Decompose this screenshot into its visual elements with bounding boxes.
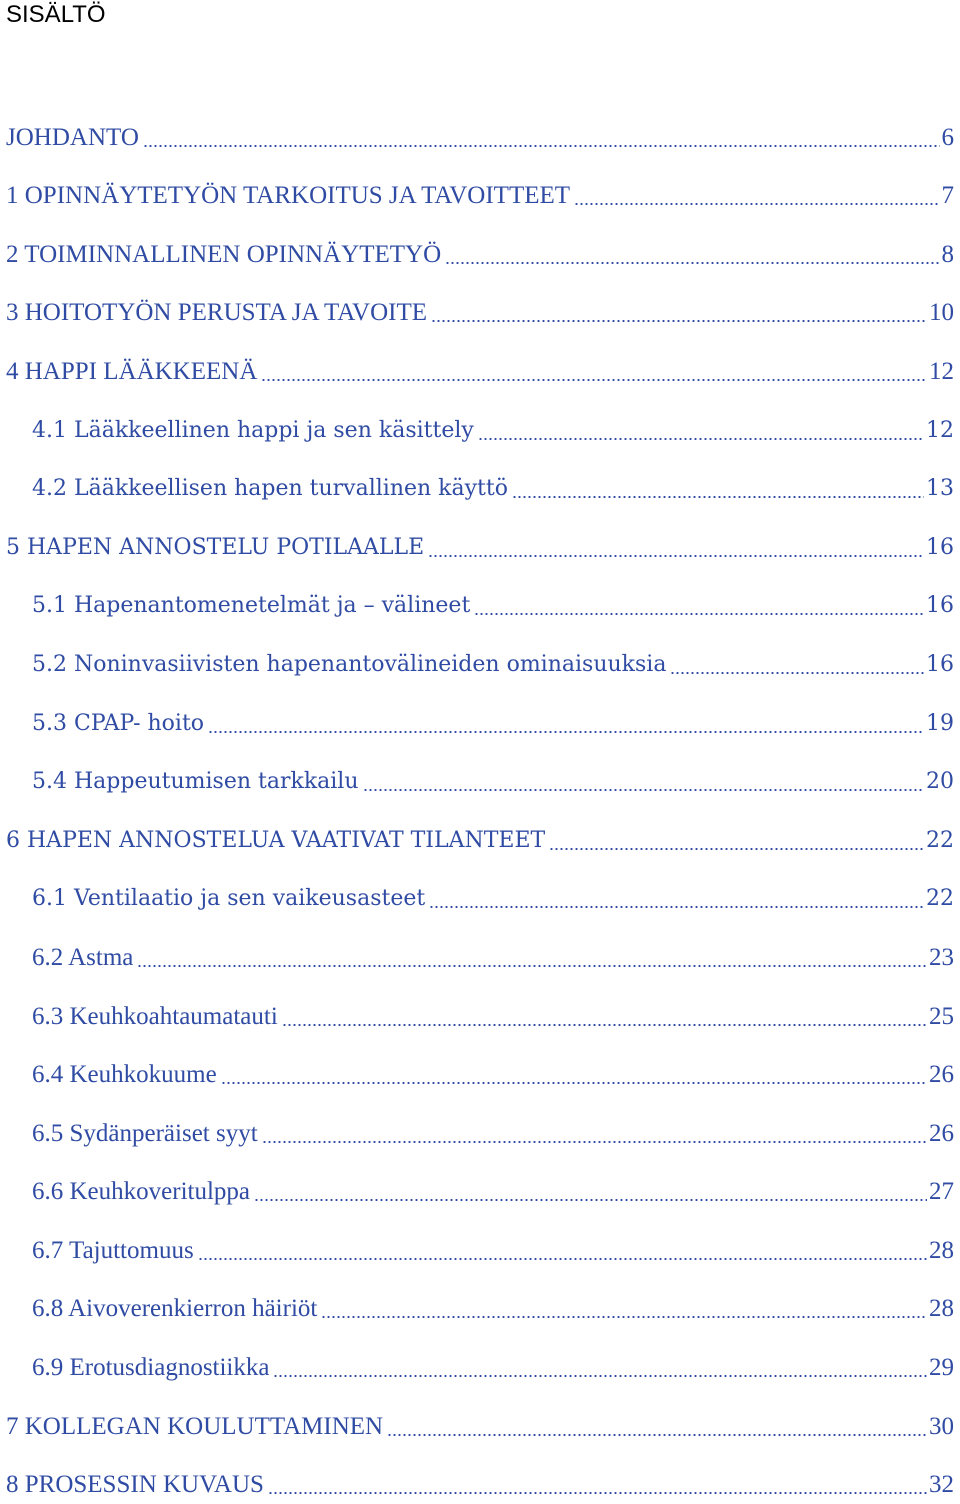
toc-entry-page-number[interactable]: 16 xyxy=(926,533,960,563)
dot-leader xyxy=(268,1492,927,1494)
toc-entry-label[interactable]: 1 OPINNÄYTETYÖN TARKOITUS JA TAVOITTEET xyxy=(6,181,570,211)
dot-leader xyxy=(429,906,924,908)
toc-entry[interactable] xyxy=(0,860,960,919)
toc-entry-page-number[interactable]: 13 xyxy=(926,474,960,504)
toc-entry-page-number[interactable]: 8 xyxy=(942,240,960,270)
toc-entry-label[interactable]: 6.4 Keuhkokuume xyxy=(32,1060,217,1090)
toc-entry-page-number[interactable]: 32 xyxy=(929,1470,960,1500)
toc-entry[interactable] xyxy=(0,332,960,391)
toc-entry[interactable] xyxy=(0,567,960,626)
toc-entry-label[interactable]: 6.1 Ventilaatio ja sen vaikeusasteet xyxy=(32,884,425,914)
toc-entry-label[interactable]: 6.6 Keuhkoveritulppa xyxy=(32,1177,250,1207)
toc-entry[interactable] xyxy=(0,98,960,157)
toc-entry[interactable] xyxy=(0,391,960,450)
dot-leader xyxy=(431,320,927,322)
dot-leader xyxy=(254,1199,927,1201)
toc-entry[interactable] xyxy=(0,1446,960,1504)
toc-entry[interactable] xyxy=(0,215,960,274)
toc-entry-page-number[interactable]: 26 xyxy=(929,1060,960,1090)
toc-entry-label[interactable]: 5.2 Noninvasiivisten hapenantovälineiden ominaisuuksia xyxy=(32,650,666,680)
toc-entry-label[interactable]: 4.1 Lääkkeellinen happi ja sen käsittely xyxy=(32,416,474,446)
toc-entry-page-number[interactable]: 6 xyxy=(942,123,960,153)
toc-entry-label[interactable]: 4 HAPPI LÄÄKKEENÄ xyxy=(6,357,257,387)
toc-entry-label[interactable]: 5 HAPEN ANNOSTELU POTILAALLE xyxy=(6,533,424,563)
dot-leader xyxy=(198,1258,927,1260)
toc-entry-page-number[interactable]: 26 xyxy=(929,1119,960,1149)
toc-entry[interactable] xyxy=(0,508,960,567)
toc-entry[interactable] xyxy=(0,1387,960,1446)
table-of-contents xyxy=(0,98,960,1504)
toc-entry-page-number[interactable]: 7 xyxy=(942,181,960,211)
toc-entry-page-number[interactable]: 20 xyxy=(926,767,960,797)
toc-entry-page-number[interactable]: 29 xyxy=(929,1353,960,1383)
toc-entry-page-number[interactable]: 25 xyxy=(929,1002,960,1032)
toc-entry-page-number[interactable]: 12 xyxy=(926,416,960,446)
toc-entry-page-number[interactable]: 28 xyxy=(929,1236,960,1266)
toc-entry-label[interactable]: 6.9 Erotusdiagnostiikka xyxy=(32,1353,269,1383)
toc-entry[interactable] xyxy=(0,1094,960,1153)
toc-entry-label[interactable]: 5.4 Happeutumisen tarkkailu xyxy=(32,767,359,797)
dot-leader xyxy=(363,789,924,791)
dot-leader xyxy=(512,496,924,498)
dot-leader xyxy=(574,203,939,205)
toc-entry-label[interactable]: 2 TOIMINNALLINEN OPINNÄYTETYÖ xyxy=(6,240,441,270)
dot-leader xyxy=(137,965,927,967)
toc-entry-page-number[interactable]: 30 xyxy=(929,1412,960,1442)
toc-entry-page-number[interactable]: 27 xyxy=(929,1177,960,1207)
dot-leader xyxy=(478,438,924,440)
toc-entry[interactable] xyxy=(0,801,960,860)
toc-entry[interactable] xyxy=(0,274,960,333)
dot-leader xyxy=(387,1434,927,1436)
toc-entry[interactable] xyxy=(0,157,960,216)
toc-entry-label[interactable]: 6 HAPEN ANNOSTELUA VAATIVAT TILANTEET xyxy=(6,826,545,856)
toc-entry-page-number[interactable]: 23 xyxy=(929,943,960,973)
dot-leader xyxy=(445,262,939,264)
dot-leader xyxy=(208,731,924,733)
toc-entry-label[interactable]: 8 PROSESSIN KUVAUS xyxy=(6,1470,264,1500)
toc-entry-page-number[interactable]: 22 xyxy=(926,826,960,856)
toc-entry[interactable] xyxy=(0,977,960,1036)
toc-entry[interactable] xyxy=(0,918,960,977)
page-title: SISÄLTÖ xyxy=(6,0,106,30)
toc-entry-label[interactable]: 6.5 Sydänperäiset syyt xyxy=(32,1119,258,1149)
dot-leader xyxy=(474,613,924,615)
toc-entry-label[interactable]: 5.3 CPAP- hoito xyxy=(32,709,204,739)
dot-leader xyxy=(282,1024,927,1026)
toc-entry-page-number[interactable]: 28 xyxy=(929,1294,960,1324)
toc-entry[interactable] xyxy=(0,1153,960,1212)
dot-leader xyxy=(143,145,940,147)
toc-entry[interactable] xyxy=(0,1211,960,1270)
dot-leader xyxy=(549,848,924,850)
toc-entry-label[interactable]: JOHDANTO xyxy=(6,123,139,153)
toc-entry-label[interactable]: 5.1 Hapenantomenetelmät ja – välineet xyxy=(32,591,470,621)
toc-entry-label[interactable]: 7 KOLLEGAN KOULUTTAMINEN xyxy=(6,1412,383,1442)
dot-leader xyxy=(261,379,927,381)
dot-leader xyxy=(670,672,924,674)
toc-entry-page-number[interactable]: 16 xyxy=(926,591,960,621)
toc-entry-page-number[interactable]: 10 xyxy=(929,298,960,328)
toc-entry-page-number[interactable]: 19 xyxy=(926,709,960,739)
toc-entry-label[interactable]: 3 HOITOTYÖN PERUSTA JA TAVOITE xyxy=(6,298,427,328)
dot-leader xyxy=(321,1316,927,1318)
toc-entry-label[interactable]: 4.2 Lääkkeellisen hapen turvallinen käyttö xyxy=(32,474,508,504)
toc-entry-label[interactable]: 6.3 Keuhkoahtaumatauti xyxy=(32,1002,278,1032)
toc-entry-page-number[interactable]: 16 xyxy=(926,650,960,680)
toc-entry-page-number[interactable]: 22 xyxy=(926,884,960,914)
dot-leader xyxy=(273,1375,927,1377)
toc-entry-page-number[interactable]: 12 xyxy=(929,357,960,387)
toc-entry[interactable] xyxy=(0,684,960,743)
toc-entry-label[interactable]: 6.2 Astma xyxy=(32,943,133,973)
dot-leader xyxy=(221,1082,927,1084)
toc-entry[interactable] xyxy=(0,625,960,684)
toc-entry[interactable] xyxy=(0,1036,960,1095)
dot-leader xyxy=(428,555,924,557)
toc-entry[interactable] xyxy=(0,743,960,802)
dot-leader xyxy=(262,1141,927,1143)
toc-entry[interactable] xyxy=(0,1270,960,1329)
toc-entry-label[interactable]: 6.8 Aivoverenkierron häiriöt xyxy=(32,1294,317,1324)
toc-entry[interactable] xyxy=(0,1328,960,1387)
toc-entry[interactable] xyxy=(0,450,960,509)
toc-entry-label[interactable]: 6.7 Tajuttomuus xyxy=(32,1236,194,1266)
